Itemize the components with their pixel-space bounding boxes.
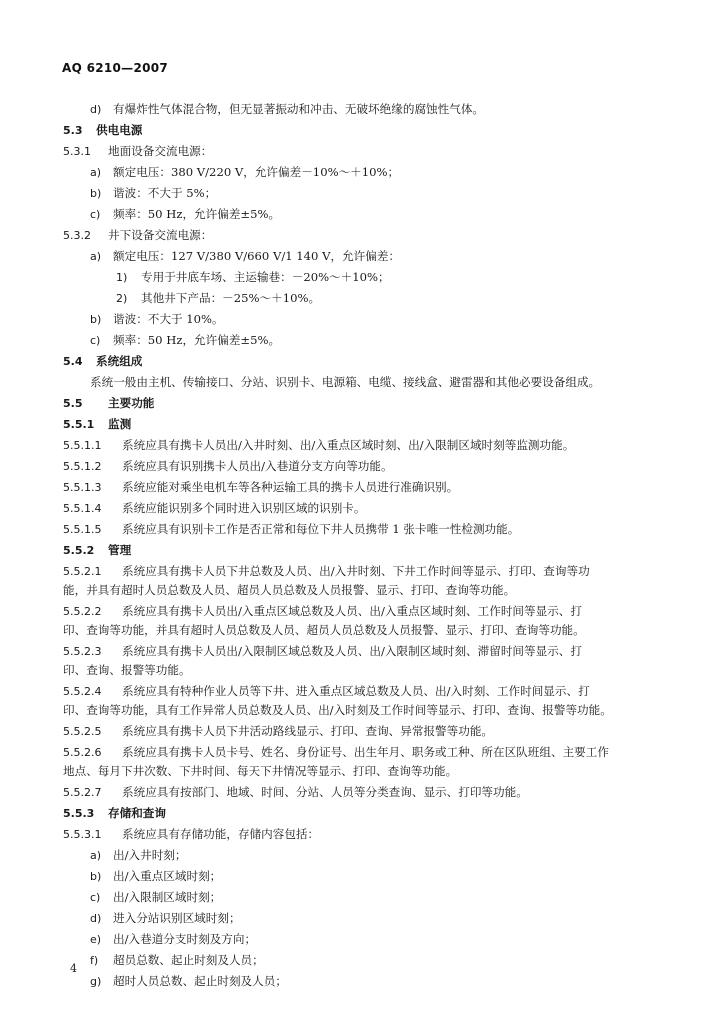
list-item-text: 额定电压：127 V/380 V/660 V/1 140 V，允许偏差： [113,249,401,263]
clause-text: 系统应具有携卡人员出/入井时刻、出/入重点区域时刻、出/入限制区域时刻等监测功能。 [122,438,575,452]
list-marker: a) [90,250,102,263]
list-marker: a) [90,849,102,862]
list-item-text: 出/入限制区域时刻； [113,890,222,904]
clause-number: 5.5.2.4 [63,685,102,698]
clause-number: 5.5.3.1 [63,828,102,841]
list-marker: c) [90,334,101,347]
clause-number: 5.5.2.6 [63,746,102,759]
clause-number: 5.5.2.3 [63,645,102,658]
section-heading: 监测 [108,417,132,431]
list-marker: g) [90,975,102,988]
section-heading: 供电电源 [96,123,143,137]
clause-number: 5.5.1.3 [63,481,102,494]
clause-text: 系统应具有识别携卡人员出/入巷道分支方向等功能。 [122,459,393,473]
clause-text: 系统应能对乘坐电机车等各种运输工具的携卡人员进行准确识别。 [122,480,459,494]
clause-number: 5.5.2.5 [63,725,102,738]
list-item-text: 超时人员总数、起止时刻及人员； [113,974,287,988]
clause-text: 系统应能识别多个同时进入识别区域的识别卡。 [122,501,366,515]
clause-number: 5.5.2.7 [63,786,102,799]
clause-number: 5.5.2.1 [63,565,102,578]
list-marker: e) [90,933,102,946]
list-marker: b) [90,870,102,883]
clause-text: 系统应具有携卡人员下井活动路线显示、打印、查询、异常报警等功能。 [122,724,494,738]
clause-number: 5.5.1.1 [63,439,102,452]
list-marker: c) [90,891,101,904]
clause-number: 5.5.1.2 [63,460,102,473]
section-number: 5.3 [63,124,83,137]
paragraph: 井下设备交流电源： [108,228,213,242]
list-item-text: 额定电压：380 V/220 V，允许偏差－10%～＋10%； [113,165,400,179]
list-item-text: 有爆炸性气体混合物，但无显著振动和冲击、无破坏绝缘的腐蚀性气体。 [113,102,485,116]
sub-list-item-text: 其他井下产品：－25%～＋10%。 [141,291,321,305]
clause-text: 系统应具有携卡人员下井总数及人员、出/入井时刻、下井工作时间等显示、打印、查询等功 [122,564,590,578]
paragraph: 地面设备交流电源： [108,144,213,158]
section-number: 5.5.3 [63,807,95,820]
section-number: 5.3.1 [63,145,91,158]
clause-text: 系统应具有特种作业人员等下井、进入重点区域总数及人员、出/入时刻、工作时间显示、打 [122,684,590,698]
clause-text-continued: 印、查询等功能，具有工作异常人员总数及人员、出/入时刻及工作时间等显示、打印、查询、报警等功能。 [63,703,612,717]
list-item-text: 频率：50 Hz，允许偏差±5%。 [113,207,281,221]
clause-text: 系统应具有携卡人员出/入重点区域总数及人员、出/入重点区域时刻、工作时间等显示、打 [122,604,582,618]
section-heading: 主要功能 [108,396,155,410]
clause-text: 系统应具有识别卡工作是否正常和每位下井人员携带 1 张卡唯一性检测功能。 [122,522,520,536]
list-item: d) [90,103,102,116]
sub-list-item-text: 专用于井底车场、主运输巷：－20%～＋10%； [141,270,390,284]
section-number: 5.5.1 [63,418,95,431]
list-marker: a) [90,166,102,179]
section-number: 5.5 [63,397,83,410]
sub-list-marker: 1) [116,271,128,284]
list-item-text: 谐波：不大于 10%。 [113,312,224,326]
clause-text: 系统应具有存储功能，存储内容包括： [122,827,320,841]
clause-text: 系统应具有携卡人员卡号、姓名、身份证号、出生年月、职务或工种、所在区队班组、主要工作 [122,745,609,759]
list-item-text: 出/入巷道分支时刻及方向； [113,932,257,946]
sub-list-marker: 2) [116,292,128,305]
paragraph: 系统一般由主机、传输接口、分站、识别卡、电源箱、电缆、接线盒、避雷器和其他必要设备组成。 [90,375,601,389]
list-item-text: 进入分站识别区域时刻； [113,911,241,925]
clause-text-continued: 印、查询、报警等功能。 [63,663,191,677]
clause-text: 系统应具有携卡人员出/入限制区域总数及人员、出/入限制区域时刻、滞留时间等显示、打 [122,644,582,658]
clause-number: 5.5.1.5 [63,523,102,536]
standard-code: AQ 6210—2007 [62,61,169,75]
list-marker: b) [90,313,102,326]
section-number: 5.4 [63,355,83,368]
section-heading: 存储和查询 [108,806,166,820]
list-item-text: 出/入井时刻； [113,848,187,862]
list-marker: f) [90,954,99,967]
section-number: 5.5.2 [63,544,95,557]
section-heading: 管理 [108,543,132,557]
clause-text: 系统应具有按部门、地域、时间、分站、人员等分类查询、显示、打印等功能。 [122,785,528,799]
list-item-text: 谐波：不大于 5%； [113,186,217,200]
list-marker: b) [90,187,102,200]
section-number: 5.3.2 [63,229,91,242]
list-marker: c) [90,208,101,221]
page-number: 4 [70,962,77,975]
list-item-text: 出/入重点区域时刻； [113,869,222,883]
section-heading: 系统组成 [96,354,143,368]
list-marker: d) [90,912,102,925]
list-item-text: 频率：50 Hz，允许偏差±5%。 [113,333,281,347]
clause-number: 5.5.1.4 [63,502,102,515]
clause-text-continued: 地点、每月下井次数、下井时间、每天下井情况等显示、打印、查询等功能。 [63,764,458,778]
list-item-text: 超员总数、起止时刻及人员； [113,953,264,967]
clause-text-continued: 印、查询等功能，并具有超时人员总数及人员、超员人员总数及人员报警、显示、打印、查询等功能。 [63,623,585,637]
clause-text-continued: 能，并具有超时人员总数及人员、超员人员总数及人员报警、显示、打印、查询等功能。 [63,583,516,597]
clause-number: 5.5.2.2 [63,605,102,618]
